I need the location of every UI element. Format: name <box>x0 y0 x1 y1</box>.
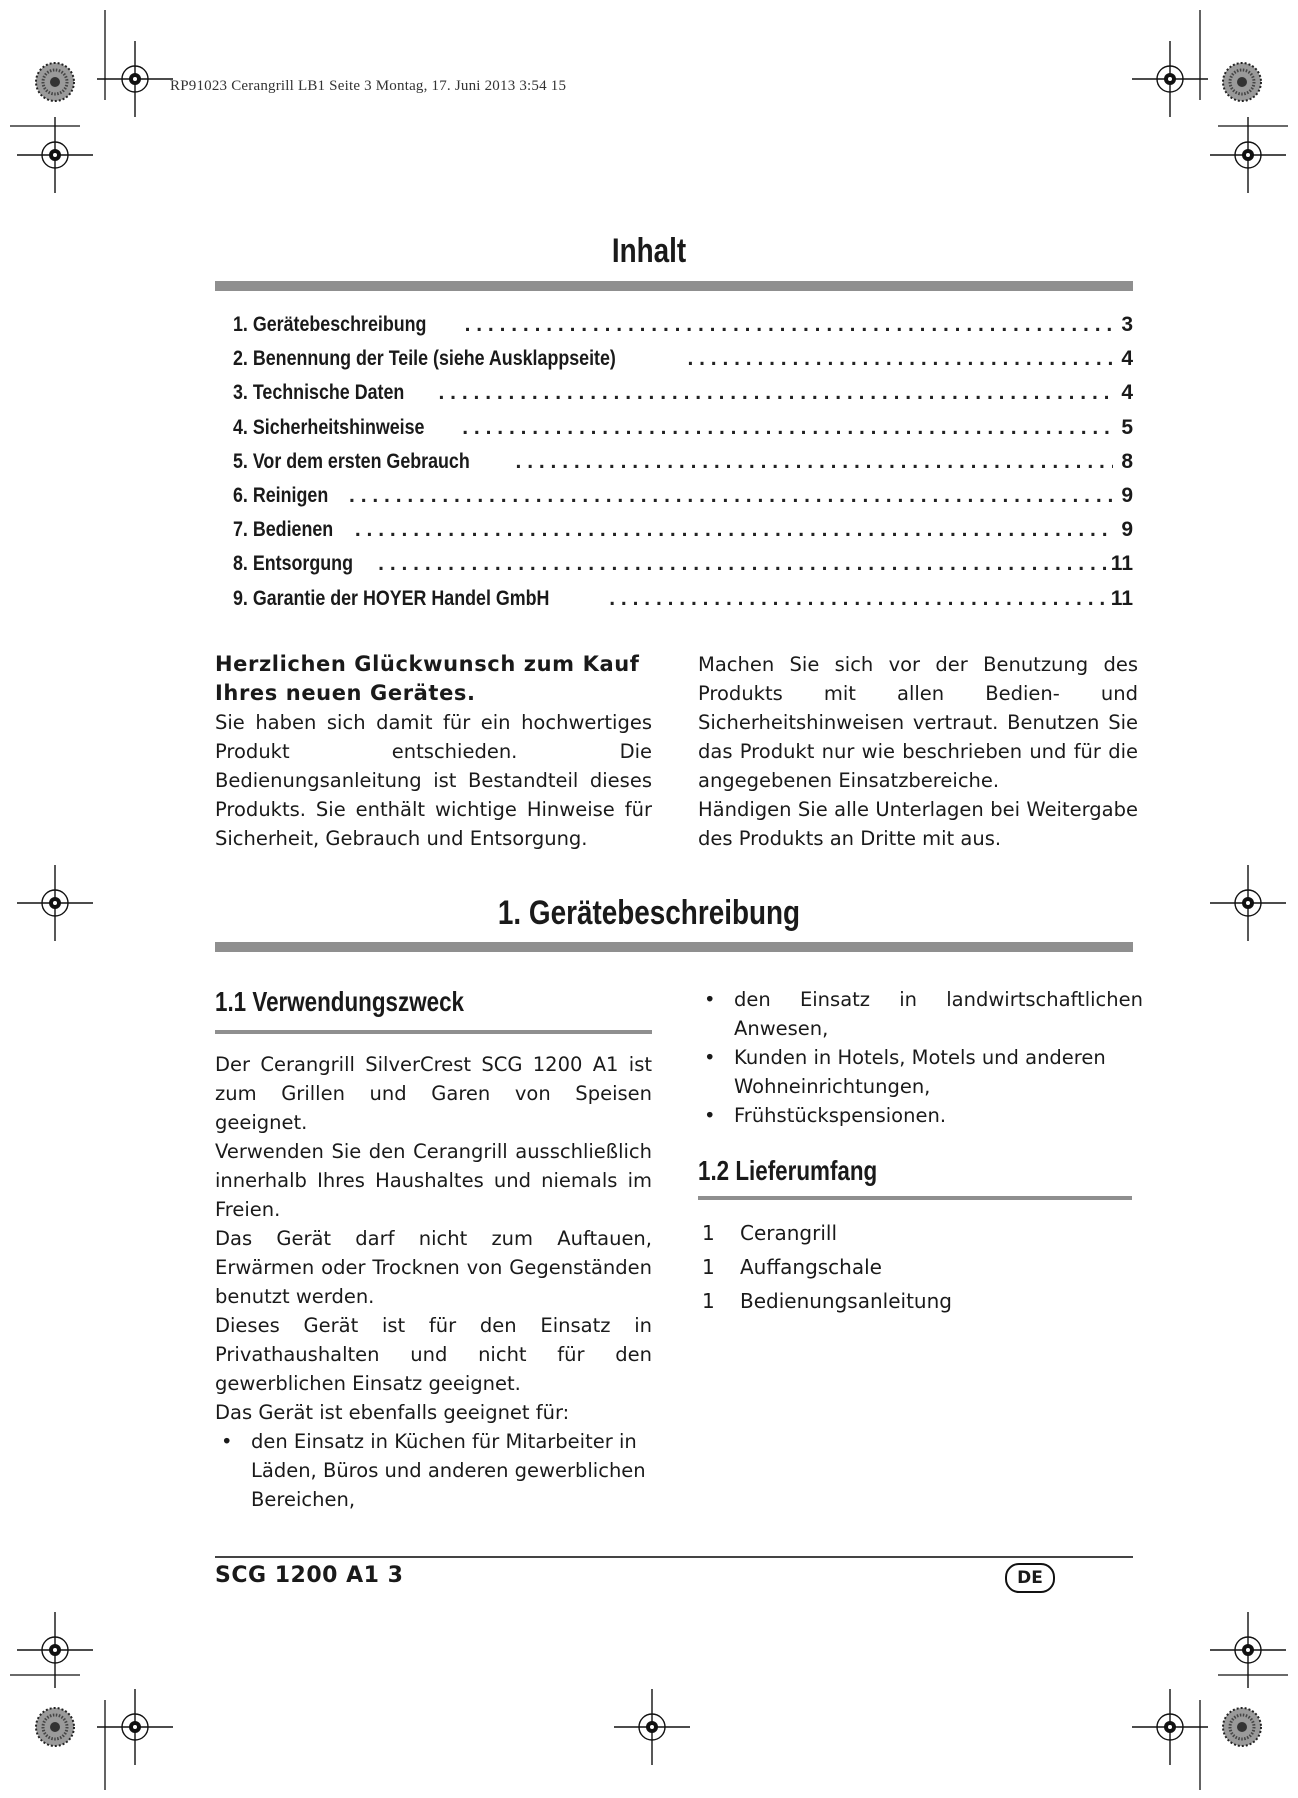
toc-label: 2. Benennung der Teile (siehe Ausklappseite) <box>233 347 616 371</box>
delivery-qty: 1 <box>702 1221 715 1245</box>
bullet-item: • den Einsatz in Küchen für Mitarbeiter in Läden, Büros und anderen gewerblichen Bereichen, <box>215 1427 652 1514</box>
registration-mark-icon <box>97 41 173 117</box>
toc-page: 11 <box>1110 586 1133 610</box>
section-title: 1. Gerätebeschreibung <box>497 894 801 932</box>
toc-page: 8 <box>1121 449 1133 473</box>
delivery-name: Cerangrill <box>740 1221 838 1245</box>
registration-mark-icon <box>17 865 93 941</box>
toc-page: 5 <box>1121 415 1133 439</box>
paragraph: Dieses Gerät ist für den Einsatz in Privathaushalten und nicht für den gewerblichen Einsatz geeignet. <box>215 1314 652 1395</box>
toc-page: 9 <box>1121 518 1133 542</box>
star-target-icon <box>36 63 74 101</box>
intro-paragraph: Machen Sie sich vor der Benutzung des Produkts mit allen Bedien- und Sicherheitshinweisen vertraut. Benutzen Sie das Produkt nur wie beschrieben und für die angegebenen Einsatzbereiche. <box>698 653 1138 792</box>
delivery-qty: 1 <box>702 1255 715 1279</box>
registration-mark-icon <box>614 1689 690 1765</box>
toc-page: 9 <box>1121 483 1133 507</box>
registration-mark-icon <box>1132 1689 1208 1765</box>
registration-mark-icon <box>1210 117 1286 193</box>
toc-label: 3. Technische Daten <box>233 381 405 405</box>
paragraph: Der Cerangrill SilverCrest SCG 1200 A1 ist zum Grillen und Garen von Speisen geeignet. <box>215 1053 652 1134</box>
paragraph: Verwenden Sie den Cerangrill ausschließlich innerhalb Ihres Haushaltes und niemals im Freien. <box>215 1140 652 1221</box>
registration-mark-icon <box>17 1612 93 1688</box>
subsection-title: 1.1 Verwendungszweck <box>215 986 464 1017</box>
bullet-item: • den Einsatz in landwirtschaftlichen Anwesen, <box>698 985 1143 1043</box>
delivery-qty: 1 <box>702 1289 715 1313</box>
registration-mark-icon <box>17 117 93 193</box>
registration-mark-icon <box>1210 1612 1286 1688</box>
toc-page: 4 <box>1121 381 1133 405</box>
page-title: Inhalt <box>611 232 687 270</box>
toc-label: 6. Reinigen <box>233 483 329 507</box>
registration-mark-icon <box>1132 41 1208 117</box>
registration-mark-icon <box>97 1689 173 1765</box>
toc-label: 9. Garantie der HOYER Handel GmbH <box>233 586 550 610</box>
toc-page: 11 <box>1110 552 1133 576</box>
intro-heading: Herzlichen Glückwunsch zum Kauf Ihres neuen Gerätes. <box>215 652 640 705</box>
toc-label: 8. Entsorgung <box>233 552 353 576</box>
delivery-name: Auffangschale <box>740 1255 882 1279</box>
intro-paragraph: Sie haben sich damit für ein hochwertiges Produkt entschieden. Die Bedienungsanleitung ist Bestandteil dieses Produkts. Sie enthält wichtige Hinweise für Sicherheit, Gebrauch und Entsorgung. <box>215 711 652 850</box>
print-header: RP91023 Cerangrill LB1 Seite 3 Montag, 17. Juni 2013 3:54 15 <box>170 78 567 94</box>
star-target-icon <box>36 1708 74 1746</box>
toc-page: 3 <box>1121 313 1133 336</box>
star-target-icon <box>1223 63 1261 101</box>
paragraph: Das Gerät ist ebenfalls geeignet für: <box>215 1401 570 1424</box>
bullet-item: • Frühstückspensionen. <box>698 1101 1143 1130</box>
subsection-title: 1.2 Lieferumfang <box>698 1155 878 1186</box>
star-target-icon <box>1223 1708 1261 1746</box>
registration-mark-icon <box>1210 865 1286 941</box>
delivery-name: Bedienungsanleitung <box>740 1289 952 1313</box>
toc-page: 4 <box>1121 347 1133 371</box>
toc-label: 4. Sicherheitshinweise <box>233 415 425 439</box>
toc-label: 5. Vor dem ersten Gebrauch <box>233 449 470 473</box>
paragraph: Das Gerät darf nicht zum Auftauen, Erwärmen oder Trocknen von Gegenständen benutzt werden. <box>215 1227 652 1308</box>
footer-model-page: SCG 1200 A1 3 <box>215 1563 404 1588</box>
toc-label: 1. Gerätebeschreibung <box>233 313 427 336</box>
intro-paragraph: Händigen Sie alle Unterlagen bei Weitergabe des Produkts an Dritte mit aus. <box>698 798 1138 850</box>
language-badge: DE <box>1005 1563 1055 1593</box>
toc-label: 7. Bedienen <box>233 518 334 542</box>
bullet-item: • Kunden in Hotels, Motels und anderen Wohneinrichtungen, <box>698 1043 1143 1101</box>
